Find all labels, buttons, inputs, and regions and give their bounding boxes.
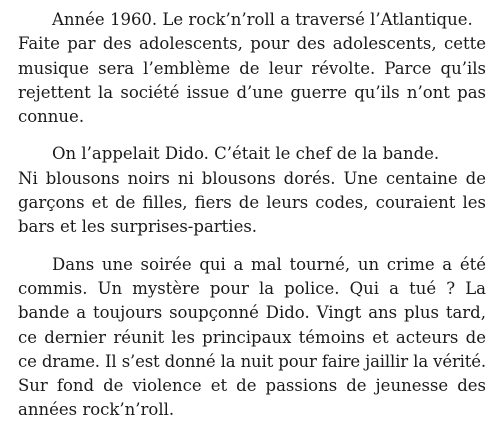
text-line: rejettent la société issue d’une guerre qu’ils n’ont pas: [18, 82, 486, 102]
text-line: Dans une soirée qui a mal tourné, un crime a été: [52, 254, 486, 274]
paragraph-2: [18, 142, 486, 239]
text-line: On l’appelait Dido. C’était le chef de la bande.: [52, 144, 440, 164]
text-line: ce drame. Il s’est donné la nuit pour faire jaillir la vérité.: [18, 351, 486, 371]
back-cover-text: [18, 8, 486, 436]
paragraph-1: [18, 8, 486, 129]
text-line: Ni blousons noirs ni blousons dorés. Une centaine de: [18, 168, 486, 188]
text-line: ce dernier réunit les principaux témoins et acteurs de: [18, 327, 486, 347]
text-line: Faite par des adolescents, pour des adolescents, cette: [18, 34, 486, 54]
text-line: connue.: [18, 107, 85, 127]
text-line: Année 1960. Le rock’n’roll a traversé l’Atlantique.: [52, 10, 473, 29]
text-line: garçons et de filles, fiers de leurs codes, couraient les: [18, 193, 486, 213]
text-line: bande a toujours soupçonné Dido. Vingt ans plus tard,: [18, 303, 486, 323]
text-line: Sur fond de violence et de passions de jeunesse des: [18, 376, 486, 396]
text-line: musique sera l’emblème de leur révolte. Parce qu’ils: [18, 58, 486, 78]
paragraph-3: [18, 253, 486, 423]
text-line: années rock’n’roll.: [18, 400, 175, 420]
text-line: commis. Un mystère pour la police. Qui a tué ? La: [18, 278, 486, 298]
text-line: bars et les surprises-parties.: [18, 217, 258, 237]
